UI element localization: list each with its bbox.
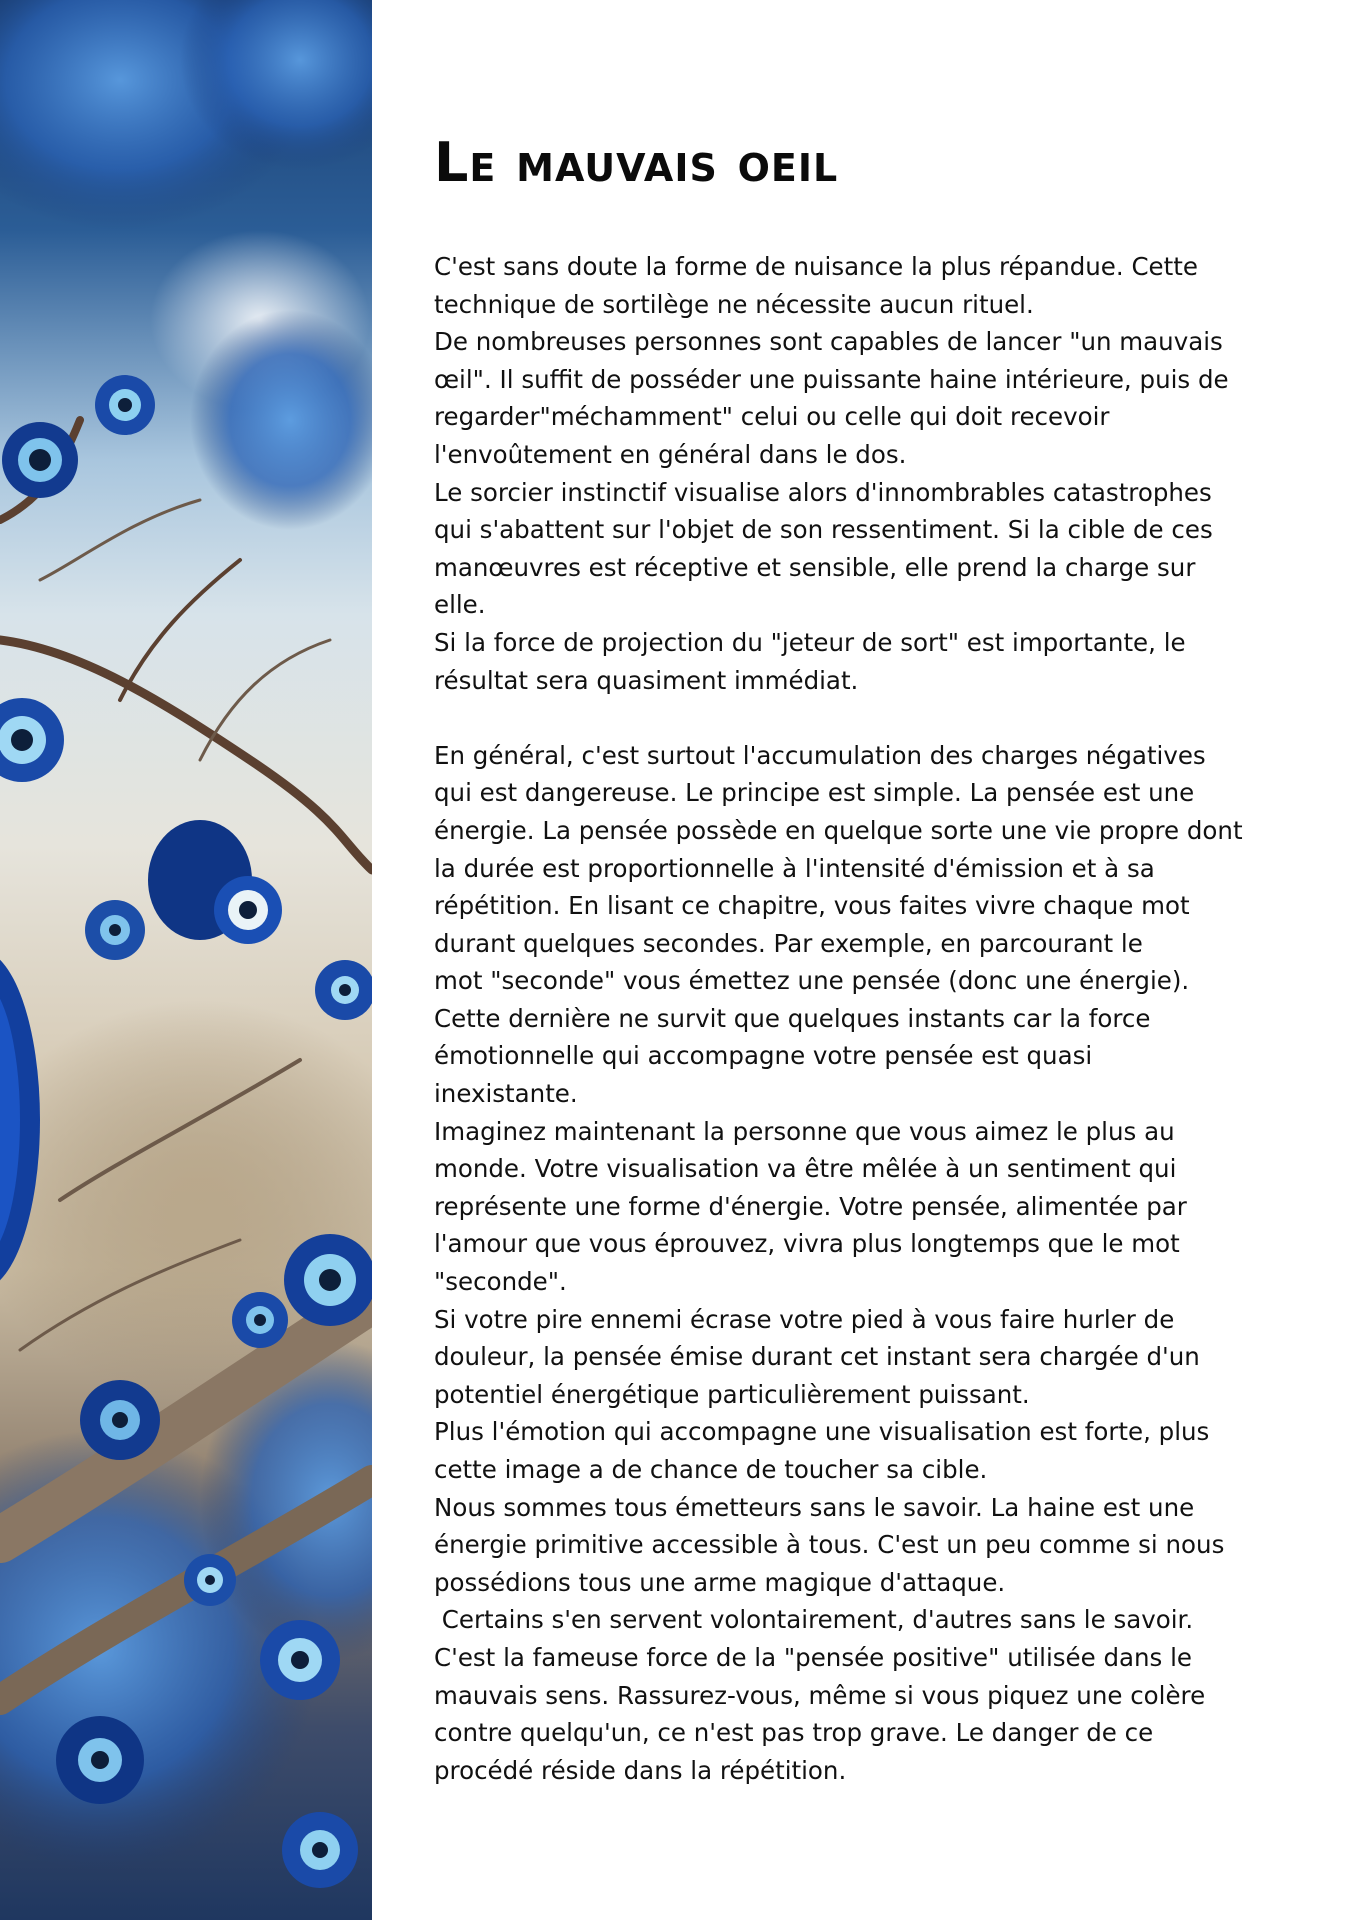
text-line: Certains s'en servent volontairement, d'autres sans le savoir. xyxy=(434,1605,1194,1635)
text-line: De nombreuses personnes sont capables de lancer "un mauvais xyxy=(434,327,1223,357)
text-line: Si votre pire ennemi écrase votre pied à vous faire hurler de xyxy=(434,1304,1175,1334)
article xyxy=(434,120,1243,1789)
text-line: douleur, la pensée émise durant cet instant sera chargée d'un xyxy=(434,1342,1200,1372)
text-line: énergie primitive accessible à tous. C'est un peu comme si nous xyxy=(434,1530,1225,1560)
text-line: inexistante. xyxy=(434,1079,578,1109)
text-line: regarder"méchamment" celui ou celle qui doit recevoir xyxy=(434,402,1110,432)
evil-eye-charm-12 xyxy=(282,1812,358,1888)
text-line: Plus l'émotion qui accompagne une visualisation est forte, plus xyxy=(434,1417,1210,1447)
text-line: énergie. La pensée possède en quelque sorte une vie propre dont xyxy=(434,815,1243,845)
evil-eye-charm-8 xyxy=(232,1292,288,1348)
text-line: procédé réside dans la répétition. xyxy=(434,1755,847,1785)
text-line: manœuvres est réceptive et sensible, elle prend la charge sur xyxy=(434,552,1196,582)
evil-eye-charm-3 xyxy=(0,698,64,782)
text-line: En général, c'est surtout l'accumulation des charges négatives xyxy=(434,740,1206,770)
evil-eye-charm-2 xyxy=(95,375,155,435)
text-line: Imaginez maintenant la personne que vous aimez le plus au xyxy=(434,1116,1175,1146)
evil-eye-photo xyxy=(0,0,372,1920)
text-line: Cette dernière ne survit que quelques instants car la force xyxy=(434,1003,1151,1033)
text-line: l'amour que vous éprouvez, vivra plus longtemps que le mot xyxy=(434,1229,1180,1259)
text-line: cette image a de chance de toucher sa cible. xyxy=(434,1455,988,1484)
text-line: mauvais sens. Rassurez-vous, même si vous piquez une colère xyxy=(434,1680,1206,1710)
text-line: qui s'abattent sur l'objet de son ressentiment. Si la cible de ces xyxy=(434,515,1213,545)
text-line: Si la force de projection du "jeteur de sort" est importante, le xyxy=(434,627,1186,657)
text-line: la durée est proportionnelle à l'intensité d'émission et à sa xyxy=(434,853,1155,883)
text-line: monde. Votre visualisation va être mêlée à un sentiment qui xyxy=(434,1154,1177,1184)
text-line: œil". Il suffit de posséder une puissante haine intérieure, puis de xyxy=(434,364,1229,394)
text-line: représente une forme d'énergie. Votre pensée, alimentée par xyxy=(434,1191,1187,1221)
text-line: "seconde". xyxy=(434,1267,567,1297)
evil-eye-charm-5 xyxy=(85,900,145,960)
paragraph-1 xyxy=(434,248,1234,699)
text-line: qui est dangereuse. Le principe est simple. La pensée est une xyxy=(434,778,1195,808)
evil-eye-charm-10 xyxy=(260,1620,340,1700)
text-line: possédions tous une arme magique d'attaque. xyxy=(434,1567,1006,1597)
text-line: potentiel énergétique particulièrement puissant. xyxy=(434,1379,1030,1409)
text-line: contre quelqu'un, ce n'est pas trop grave. Le danger de ce xyxy=(434,1718,1154,1748)
evil-eye-charm-11 xyxy=(56,1716,144,1804)
text-line: répétition. En lisant ce chapitre, vous faites vivre chaque mot xyxy=(434,891,1190,921)
evil-eye-charm-6 xyxy=(315,960,372,1020)
evil-eye-charms-illustration xyxy=(0,0,372,1920)
text-line: mot "seconde" vous émettez une pensée (donc une énergie). xyxy=(434,966,1190,996)
article-body xyxy=(434,248,1243,1789)
evil-eye-charm-4 xyxy=(148,820,282,944)
evil-eye-charm-7 xyxy=(284,1234,372,1326)
text-line: elle. xyxy=(434,590,486,620)
text-line: Le sorcier instinctif visualise alors d'innombrables catastrophes xyxy=(434,477,1212,507)
text-line: émotionnelle qui accompagne votre pensée est quasi xyxy=(434,1041,1093,1071)
text-line: technique de sortilège ne nécessite aucun rituel. xyxy=(434,289,1034,319)
paragraph-2 xyxy=(434,737,1243,1790)
text-line: C'est sans doute la forme de nuisance la plus répandue. Cette xyxy=(434,252,1198,281)
page-title: Le mauvais oeil xyxy=(434,131,839,194)
text-line: résultat sera quasiment immédiat. xyxy=(434,665,859,695)
text-line: l'envoûtement en général dans le dos. xyxy=(434,439,907,469)
evil-eye-charm-9 xyxy=(80,1380,160,1460)
evil-eye-charm-1 xyxy=(2,422,78,498)
evil-eye-charm-13 xyxy=(184,1554,236,1606)
text-line: durant quelques secondes. Par exemple, en parcourant le xyxy=(434,928,1143,958)
text-line: Nous sommes tous émetteurs sans le savoir. La haine est une xyxy=(434,1492,1195,1522)
paragraph-gap xyxy=(434,699,1234,737)
text-line: C'est la fameuse force de la "pensée positive" utilisée dans le xyxy=(434,1642,1192,1672)
